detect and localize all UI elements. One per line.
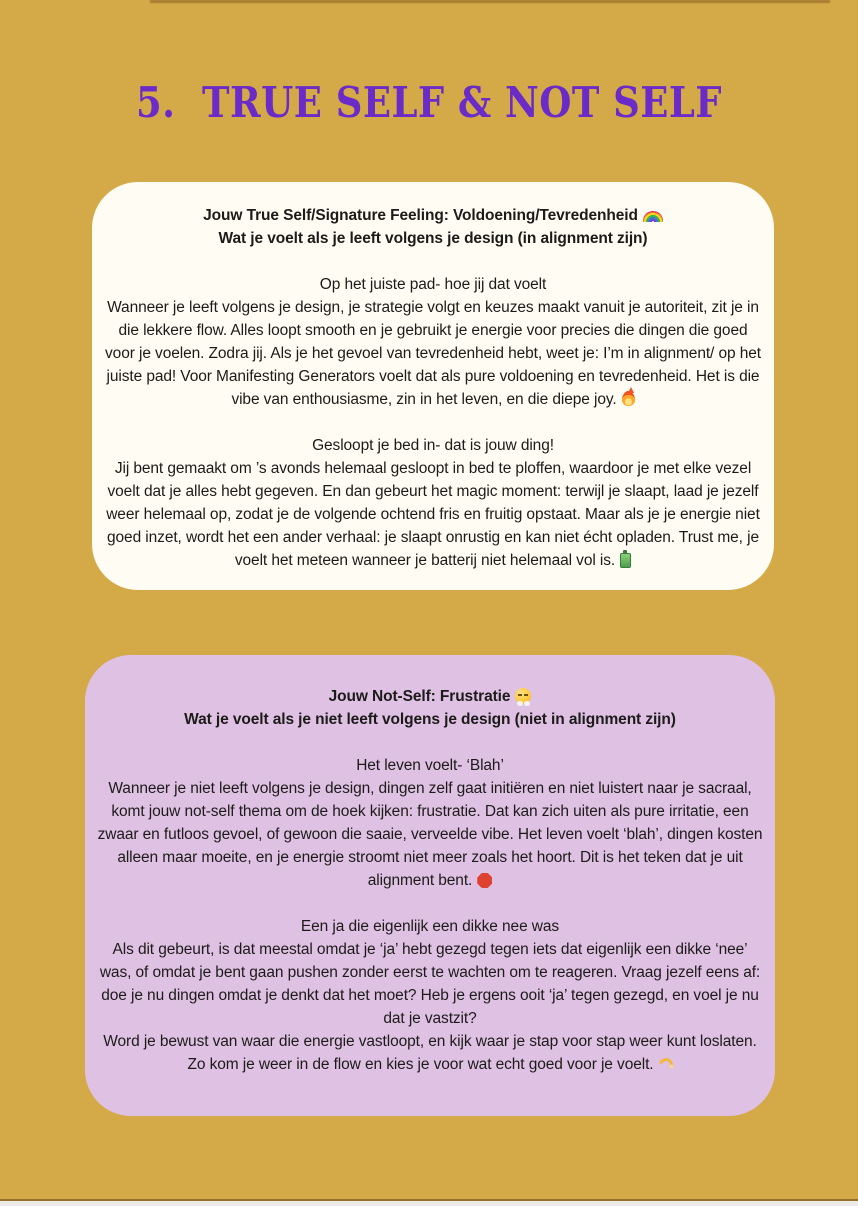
true-self-section-right-path xyxy=(102,273,764,411)
section-subtitle: Een ja die eigenlijk een dikke nee was xyxy=(300,918,560,935)
not-self-card xyxy=(85,655,775,1116)
section-body xyxy=(102,296,764,411)
top-edge-shadow xyxy=(150,0,830,3)
rainbow-icon xyxy=(643,211,663,222)
not-self-heading-line1 xyxy=(97,685,763,708)
section-body-part1: Als dit gebeurt, is dat meestal omdat je ‘ja’ hebt gezegd tegen iets dat eigenlijk een dikke ‘nee’ was, of omdat je bent gaan pushen zonder eerst te wachten om te reageren. Vraag jezelf eens af: doe je nu dingen omdat je denkt dat het moet? Heb je ergens ooit ‘ja’ tegen gezegd, en voel je nu dat je vastzit? xyxy=(99,941,761,1027)
section-body-part2-text: Word je bewust van waar die energie vastloopt, en kijk waar je stap voor stap weer kunt loslaten. Zo kom je weer in de flow en kies je voor wat echt goed voor je voelt. xyxy=(103,1033,757,1073)
true-self-heading-line1 xyxy=(102,204,764,227)
true-self-heading-line2: Wat je voelt als je leeft volgens je design (in alignment zijn) xyxy=(218,230,648,247)
not-self-section-yes-no xyxy=(97,915,763,1076)
dizzy-icon xyxy=(656,1055,675,1074)
section-body-text: Wanneer je niet leeft volgens je design, dingen zelf gaat initiëren en niet luistert naar je sacraal, komt jouw not-self thema om de hoek kijken: frustratie. Dat kan zich uiten als pure irritatie, een zwaar en futloos gevoel, of gewoon die saaie, verveelde vibe. Het leven voelt ‘blah’, dingen kosten alleen maar moeite, en je energie stroomt niet meer zoals het hoort. Dit is het teken dat je uit alignment bent. xyxy=(97,780,763,889)
not-self-heading-line2: Wat je voelt als je niet leeft volgens je design (niet in alignment zijn) xyxy=(184,711,676,728)
bottom-page-edge xyxy=(0,1201,858,1206)
not-self-section-blah xyxy=(97,754,763,892)
true-self-card xyxy=(92,182,774,590)
section-body xyxy=(102,457,764,572)
page-title-text: 5. TRUE SELF & NOT SELF xyxy=(135,78,722,127)
section-subtitle: Op het juiste pad- hoe jij dat voelt xyxy=(319,276,547,293)
not-self-heading xyxy=(97,685,763,731)
steam-face-icon xyxy=(515,688,531,704)
true-self-heading-line1-text: Jouw True Self/Signature Feeling: Voldoening/Tevredenheid xyxy=(203,207,638,224)
section-body-part2 xyxy=(97,1030,763,1076)
section-subtitle: Het leven voelt- ‘Blah’ xyxy=(356,757,504,774)
section-body xyxy=(97,938,763,1076)
battery-icon xyxy=(620,553,631,568)
fire-icon xyxy=(622,391,635,406)
page-title xyxy=(0,78,858,127)
true-self-heading xyxy=(102,204,764,250)
section-body-text: Wanneer je leeft volgens je design, je strategie volgt en keuzes maakt vanuit je autoriteit, zit je in die lekkere flow. Alles loopt smooth en je gebruikt je energie voor precies die dingen die goed voor je voelen. Zodra jij. Als je het gevoel van tevredenheid hebt, weet je: I’m in alignment/ op het juiste pad! Voor Manifesting Generators voelt dat als pure voldoening en tevredenheid. Het is die vibe van enthousiasme, zin in het leven, en die diepe joy. xyxy=(105,299,761,408)
section-body xyxy=(97,777,763,892)
section-subtitle: Gesloopt je bed in- dat is jouw ding! xyxy=(312,437,554,454)
not-self-heading-line1-text: Jouw Not-Self: Frustratie xyxy=(328,688,511,705)
true-self-section-sleep xyxy=(102,434,764,572)
stop-sign-icon xyxy=(477,873,492,888)
section-body-text: Jij bent gemaakt om ’s avonds helemaal gesloopt in bed te ploffen, waardoor je met elke vezel voelt dat je alles hebt gegeven. En dan gebeurt het magic moment: terwijl je slaapt, laad je jezelf weer helemaal op, zodat je de volgende ochtend fris en fruitig opstaat. Maar als je je energie niet goed inzet, wordt het een ander verhaal: je slaapt onrustig en kan niet écht opladen. Trust me, je voelt het meteen wanneer je batterij niet helemaal vol is. xyxy=(106,460,760,569)
